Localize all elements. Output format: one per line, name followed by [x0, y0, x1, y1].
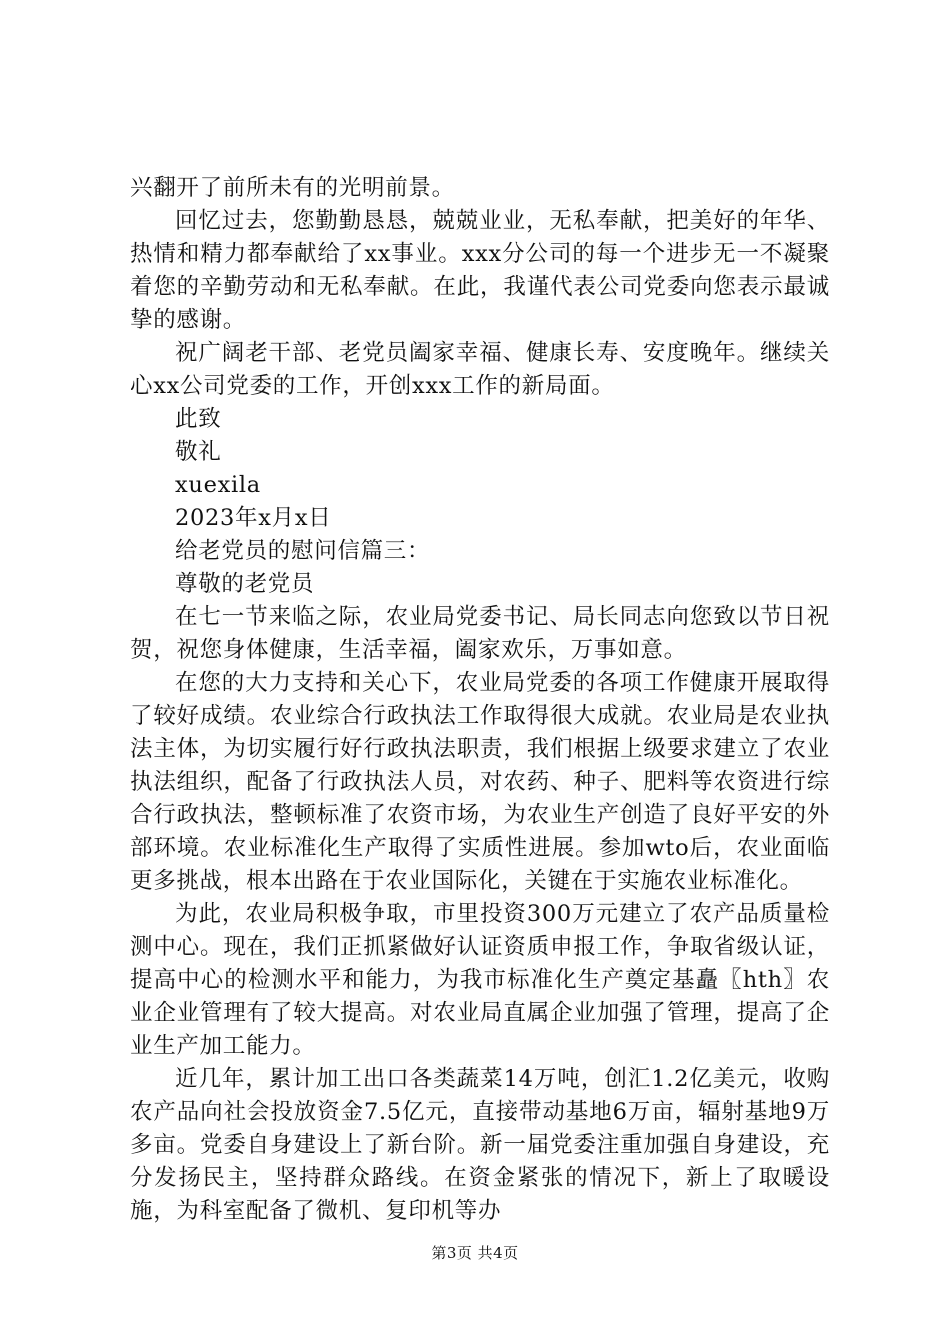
paragraph: 祝广阔老干部、老党员阖家幸福、健康长寿、安度晚年。继续关心xx公司党委的工作，开创xxx工作的新局面。: [130, 340, 830, 399]
document-body: [130, 172, 830, 1228]
signature: xuexila: [175, 472, 261, 498]
paragraph: 在七一节来临之际，农业局党委书记、局长同志向您致以节日祝贺，祝您身体健康，生活幸福，阖家欢乐，万事如意。: [130, 604, 830, 663]
paragraph: 兴翻开了前所未有的光明前景。: [130, 175, 455, 201]
closing-regards: 敬礼: [175, 439, 222, 465]
letter-greeting: 尊敬的老党员: [175, 571, 315, 597]
letter-date: 2023年x月x日: [175, 505, 332, 531]
paragraph: 回忆过去，您勤勤恳恳，兢兢业业，无私奉献，把美好的年华、热情和精力都奉献给了xx事业。xxx分公司的每一个进步无一不凝聚着您的辛勤劳动和无私奉献。在此，我谨代表公司党委向您表示最诚挚的感谢。: [130, 208, 830, 333]
paragraph: 近几年，累计加工出口各类蔬菜14万吨，创汇1.2亿美元，收购农产品向社会投放资金7.5亿元，直接带动基地6万亩，辐射基地9万多亩。党委自身建设上了新台阶。新一届党委注重加强自身建设，充分发扬民主，坚持群众路线。在资金紧张的情况下，新上了取暖设施，为科室配备了微机、复印机等办: [130, 1066, 830, 1224]
closing-salutation: 此致: [175, 406, 222, 432]
paragraph: 在您的大力支持和关心下，农业局党委的各项工作健康开展取得了较好成绩。农业综合行政执法工作取得很大成就。农业局是农业执法主体，为切实履行好行政执法职责，我们根据上级要求建立了农业执法组织，配备了行政执法人员，对农药、种子、肥料等农资进行综合行政执法，整顿标准了农资市场，为农业生产创造了良好平安的外部环境。农业标准化生产取得了实质性进展。参加wto后，农业面临更多挑战，根本出路在于农业国际化，关键在于实施农业标准化。: [130, 670, 830, 894]
page-number-footer: 第3页 共4页: [431, 1244, 519, 1262]
paragraph: 为此，农业局积极争取，市里投资300万元建立了农产品质量检测中心。现在，我们正抓紧做好认证资质申报工作，争取省级认证，提高中心的检测水平和能力，为我市标准化生产奠定基矗〖hth〗农业企业管理有了较大提高。对农业局直属企业加强了管理，提高了企业生产加工能力。: [130, 901, 830, 1059]
section-heading: 给老党员的慰问信篇三：: [175, 538, 431, 564]
